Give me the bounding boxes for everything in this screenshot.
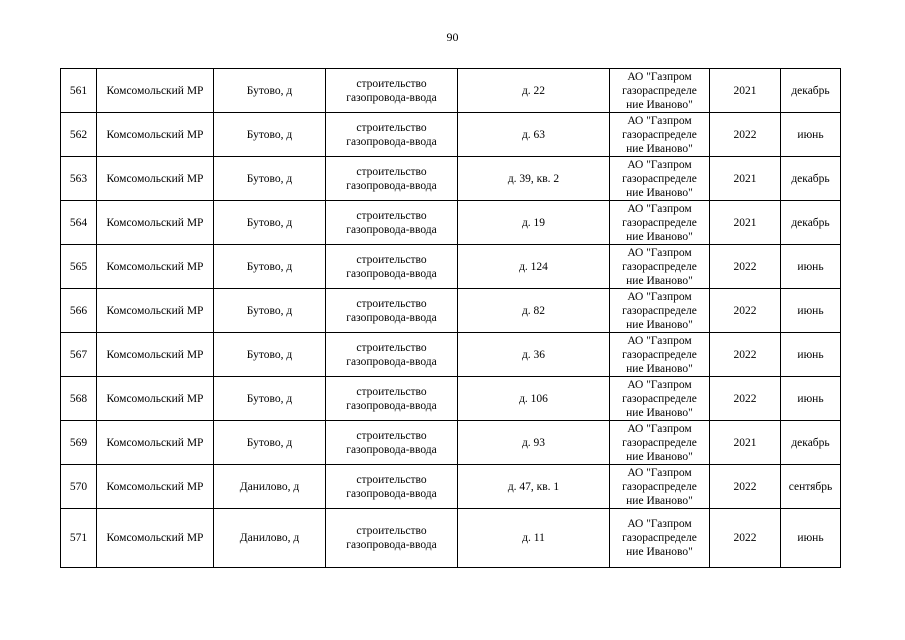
- cell-year: 2022: [710, 289, 781, 333]
- cell-district: Комсомольский МР: [97, 289, 214, 333]
- cell-settlement: Данилово, д: [214, 465, 326, 509]
- table-row: [61, 465, 841, 509]
- cell-settlement: Бутово, д: [214, 289, 326, 333]
- table-row: [61, 113, 841, 157]
- table-row: [61, 201, 841, 245]
- cell-number: 566: [61, 289, 97, 333]
- cell-address: д. 106: [458, 377, 610, 421]
- cell-year: 2021: [710, 421, 781, 465]
- cell-number: 571: [61, 509, 97, 568]
- cell-number: 564: [61, 201, 97, 245]
- cell-address: д. 36: [458, 333, 610, 377]
- cell-number: 562: [61, 113, 97, 157]
- cell-month: декабрь: [781, 421, 841, 465]
- cell-work-type: строительство газопровода-ввода: [326, 157, 458, 201]
- cell-district: Комсомольский МР: [97, 157, 214, 201]
- cell-district: Комсомольский МР: [97, 245, 214, 289]
- cell-month: декабрь: [781, 157, 841, 201]
- cell-org: АО "Газпром газораспределе ние Иваново": [610, 201, 710, 245]
- cell-district: Комсомольский МР: [97, 465, 214, 509]
- cell-work-type: строительство газопровода-ввода: [326, 201, 458, 245]
- cell-org: АО "Газпром газораспределе ние Иваново": [610, 245, 710, 289]
- cell-settlement: Бутово, д: [214, 69, 326, 113]
- table-row: [61, 157, 841, 201]
- cell-settlement: Бутово, д: [214, 421, 326, 465]
- cell-address: д. 124: [458, 245, 610, 289]
- cell-number: 565: [61, 245, 97, 289]
- cell-district: Комсомольский МР: [97, 509, 214, 568]
- cell-year: 2022: [710, 465, 781, 509]
- cell-number: 561: [61, 69, 97, 113]
- cell-work-type: строительство газопровода-ввода: [326, 509, 458, 568]
- cell-org: АО "Газпром газораспределе ние Иваново": [610, 157, 710, 201]
- cell-district: Комсомольский МР: [97, 333, 214, 377]
- table-row: [61, 421, 841, 465]
- cell-number: 563: [61, 157, 97, 201]
- cell-district: Комсомольский МР: [97, 201, 214, 245]
- cell-month: июнь: [781, 377, 841, 421]
- cell-number: 570: [61, 465, 97, 509]
- cell-work-type: строительство газопровода-ввода: [326, 377, 458, 421]
- table-row: [61, 245, 841, 289]
- cell-district: Комсомольский МР: [97, 421, 214, 465]
- cell-settlement: Бутово, д: [214, 113, 326, 157]
- cell-work-type: строительство газопровода-ввода: [326, 69, 458, 113]
- cell-month: июнь: [781, 245, 841, 289]
- cell-org: АО "Газпром газораспределе ние Иваново": [610, 465, 710, 509]
- cell-year: 2021: [710, 157, 781, 201]
- table-row: [61, 509, 841, 568]
- cell-org: АО "Газпром газораспределе ние Иваново": [610, 69, 710, 113]
- cell-settlement: Данилово, д: [214, 509, 326, 568]
- cell-work-type: строительство газопровода-ввода: [326, 465, 458, 509]
- table-row: [61, 377, 841, 421]
- cell-number: 567: [61, 333, 97, 377]
- cell-year: 2021: [710, 69, 781, 113]
- cell-month: сентябрь: [781, 465, 841, 509]
- table-row: [61, 289, 841, 333]
- cell-month: июнь: [781, 113, 841, 157]
- cell-settlement: Бутово, д: [214, 377, 326, 421]
- cell-year: 2021: [710, 201, 781, 245]
- cell-district: Комсомольский МР: [97, 113, 214, 157]
- cell-org: АО "Газпром газораспределе ние Иваново": [610, 113, 710, 157]
- cell-month: июнь: [781, 509, 841, 568]
- table-row: [61, 333, 841, 377]
- cell-address: д. 93: [458, 421, 610, 465]
- cell-address: д. 63: [458, 113, 610, 157]
- cell-org: АО "Газпром газораспределе ние Иваново": [610, 289, 710, 333]
- cell-year: 2022: [710, 113, 781, 157]
- cell-district: Комсомольский МР: [97, 377, 214, 421]
- cell-address: д. 22: [458, 69, 610, 113]
- cell-org: АО "Газпром газораспределе ние Иваново": [610, 509, 710, 568]
- cell-month: декабрь: [781, 201, 841, 245]
- table-row: [61, 69, 841, 113]
- cell-org: АО "Газпром газораспределе ние Иваново": [610, 421, 710, 465]
- cell-address: д. 47, кв. 1: [458, 465, 610, 509]
- cell-year: 2022: [710, 333, 781, 377]
- cell-address: д. 19: [458, 201, 610, 245]
- cell-address: д. 82: [458, 289, 610, 333]
- cell-number: 568: [61, 377, 97, 421]
- cell-district: Комсомольский МР: [97, 69, 214, 113]
- cell-settlement: Бутово, д: [214, 245, 326, 289]
- cell-settlement: Бутово, д: [214, 201, 326, 245]
- cell-settlement: Бутово, д: [214, 157, 326, 201]
- cell-work-type: строительство газопровода-ввода: [326, 113, 458, 157]
- gas-connection-table: [60, 68, 841, 568]
- cell-work-type: строительство газопровода-ввода: [326, 289, 458, 333]
- cell-year: 2022: [710, 509, 781, 568]
- cell-year: 2022: [710, 245, 781, 289]
- cell-org: АО "Газпром газораспределе ние Иваново": [610, 333, 710, 377]
- page-number: 90: [446, 30, 459, 44]
- cell-year: 2022: [710, 377, 781, 421]
- cell-work-type: строительство газопровода-ввода: [326, 421, 458, 465]
- cell-work-type: строительство газопровода-ввода: [326, 333, 458, 377]
- cell-work-type: строительство газопровода-ввода: [326, 245, 458, 289]
- cell-month: июнь: [781, 289, 841, 333]
- cell-number: 569: [61, 421, 97, 465]
- cell-address: д. 11: [458, 509, 610, 568]
- cell-address: д. 39, кв. 2: [458, 157, 610, 201]
- cell-month: декабрь: [781, 69, 841, 113]
- cell-org: АО "Газпром газораспределе ние Иваново": [610, 377, 710, 421]
- cell-month: июнь: [781, 333, 841, 377]
- cell-settlement: Бутово, д: [214, 333, 326, 377]
